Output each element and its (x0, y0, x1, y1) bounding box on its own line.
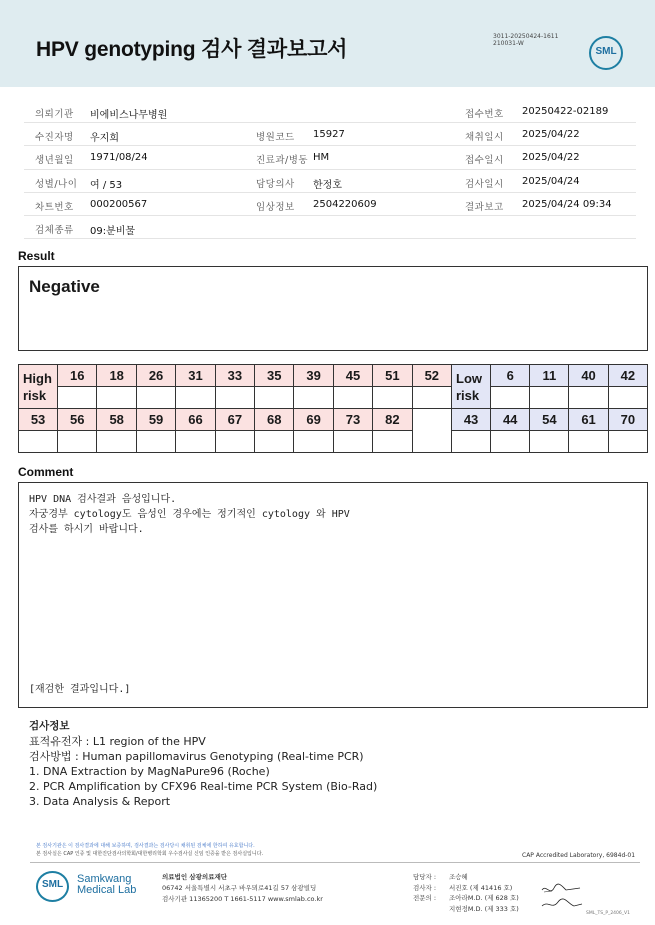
footer-divider (30, 862, 640, 863)
comment-box (18, 482, 648, 708)
footer-staff (413, 872, 519, 914)
genotype-result-cell (294, 387, 333, 409)
org-label: 의뢰기관 (35, 109, 74, 120)
genotype-header-cell: 58 (97, 409, 136, 431)
genotype-header-cell: 82 (373, 409, 412, 431)
footer-address (162, 872, 323, 905)
info-row (24, 216, 636, 239)
genotype-header-cell: 11 (530, 365, 569, 387)
genotype-result-cell (530, 387, 569, 409)
genotype-header-cell: 33 (215, 365, 254, 387)
doctor-value: 한정호 (313, 179, 342, 191)
genotype-header-cell: 31 (176, 365, 215, 387)
dept-value: HM (313, 152, 330, 164)
document-number (493, 33, 558, 47)
genotype-result-cell (58, 431, 97, 453)
company-name-line-2: Medical Lab (77, 884, 137, 896)
genotype-table (18, 364, 648, 453)
test-info-line: 1. DNA Extraction by MagNaPure96 (Roche) (29, 765, 270, 778)
test-info-line: 검사방법 : Human papillomavirus Genotyping (Real-time PCR) (29, 750, 364, 763)
test-info-line: 표적유전자 : L1 region of the HPV (29, 735, 206, 748)
hospital-code-label: 병원코드 (256, 132, 295, 144)
info-row (24, 123, 636, 146)
genotype-header-cell: 35 (255, 365, 294, 387)
genotype-spacer-cell (412, 409, 451, 453)
genotype-header-cell: 16 (58, 365, 97, 387)
genotype-result-cell (136, 431, 175, 453)
genotype-result-cell (294, 431, 333, 453)
genotype-result-cell (97, 387, 136, 409)
result-box (18, 266, 648, 351)
signature-icon (540, 882, 584, 912)
genotype-row (19, 409, 648, 431)
genotype-header-cell: 39 (294, 365, 333, 387)
genotype-result-cell (373, 387, 412, 409)
report-title: HPV genotyping 검사 결과보고서 (36, 38, 348, 61)
test-info-heading: 검사정보 (29, 720, 70, 732)
genotype-result-cell (58, 387, 97, 409)
genotype-header-cell: 68 (255, 409, 294, 431)
test-info (29, 719, 377, 809)
sex-age-label: 성별/나이 (35, 178, 78, 190)
genotype-header-cell: 6 (491, 365, 530, 387)
genotype-result-cell (136, 387, 175, 409)
genotype-header-cell: 54 (530, 409, 569, 431)
foundation-name: 의료법인 삼광의료재단 (162, 873, 228, 881)
genotype-result-cell (176, 387, 215, 409)
form-code: SML_TS_P_2406_V1 (586, 911, 630, 916)
comment-heading: Comment (18, 465, 74, 479)
report-header (0, 0, 655, 87)
patient-info (24, 100, 636, 239)
genotype-result-row (19, 387, 648, 409)
document-number-line-1: 3011-20250424-1611 (493, 33, 559, 40)
staff-row: 전문의 : 조아라M.D. (제 628 호) (413, 894, 519, 902)
genotype-result-cell (215, 387, 254, 409)
info-row (24, 193, 636, 216)
genotype-result-cell (608, 387, 647, 409)
genotype-result-cell (569, 387, 608, 409)
genotype-result-cell (491, 387, 530, 409)
genotype-header-cell: 66 (176, 409, 215, 431)
genotype-result-cell (255, 431, 294, 453)
genotype-result-cell (569, 431, 608, 453)
footer-logo-text: SML (41, 879, 64, 890)
name-value: 우지희 (90, 133, 119, 145)
genotype-header-cell: 73 (333, 409, 372, 431)
specimen-value: 09:분비물 (90, 225, 136, 237)
org-value: 비에비스나무병원 (90, 110, 168, 121)
footer-disclaimer: 본 검사기관은 이 검사결과에 대해 보증하며, 검사결과는 검사당시 채취된 검체에 한하여 유효합니다. (36, 843, 255, 849)
genotype-result-cell (412, 387, 451, 409)
genotype-result-cell (215, 431, 254, 453)
sml-logo-text: SML (595, 46, 617, 57)
test-date-label: 검사일시 (465, 178, 504, 190)
result-heading: Result (18, 249, 55, 263)
genotype-result-cell (333, 431, 372, 453)
dept-label: 진료과/병동 (256, 155, 309, 167)
dob-label: 생년월일 (35, 155, 74, 167)
genotype-result-cell (333, 387, 372, 409)
test-date-value: 2025/04/24 (522, 175, 580, 187)
genotype-header-cell: 51 (373, 365, 412, 387)
test-info-line: 3. Data Analysis & Report (29, 795, 171, 808)
sex-age-value: 여 / 53 (90, 179, 123, 191)
staff-row: 지현정M.D. (제 333 호) (449, 904, 519, 913)
genotype-result-cell (452, 431, 491, 453)
company-name (77, 874, 136, 896)
footer-sml-logo (36, 871, 69, 902)
footer-accreditation-note: 본 검사실은 CAP 인증 및 대한진단검사의학회/대한병리학회 우수검사실 신임 인증을 받은 검사실입니다. (36, 851, 264, 857)
genotype-result-cell (255, 387, 294, 409)
receipt-label: 접수번호 (465, 109, 504, 120)
genotype-header-cell: 42 (608, 365, 647, 387)
genotype-header-cell: 40 (569, 365, 608, 387)
genotype-result-cell (530, 431, 569, 453)
genotype-result-row (19, 431, 648, 453)
result-value: Negative (29, 277, 100, 296)
specimen-label: 검체종류 (35, 224, 74, 236)
company-name-line-1: Samkwang (77, 873, 132, 885)
genotype-result-cell (97, 431, 136, 453)
genotype-header-cell: 44 (491, 409, 530, 431)
info-row (24, 146, 636, 169)
genotype-header-cell: 43 (452, 409, 491, 431)
sml-logo (589, 36, 623, 70)
comment-line: 자궁경부 cytology도 음성인 경우에는 정기적인 cytology 와 HPV (29, 509, 350, 520)
genotype-header-cell: 61 (569, 409, 608, 431)
staff-row: 검사자 : 서진호 (제 41416 호) (413, 883, 513, 892)
genotype-header-cell: 45 (333, 365, 372, 387)
receipt-value: 20250422-02189 (522, 106, 609, 117)
dob-value: 1971/08/24 (90, 152, 148, 164)
received-label: 접수일시 (465, 155, 504, 167)
genotype-header-cell: 18 (97, 365, 136, 387)
genotype-header-cell: 69 (294, 409, 333, 431)
genotype-header-cell: 53 (19, 409, 58, 431)
genotype-result-cell (19, 431, 58, 453)
cap-accreditation: CAP Accredited Laboratory, 6984d-01 (522, 852, 636, 859)
info-row (24, 170, 636, 193)
doctor-label: 담당의사 (256, 178, 295, 190)
report-time-value: 2025/04/24 09:34 (522, 198, 612, 210)
document-number-line-2: 210031-W (493, 40, 524, 47)
genotype-result-cell (373, 431, 412, 453)
report-time-label: 결과보고 (465, 201, 504, 213)
staff-row: 담당자 : 조승혜 (413, 873, 468, 881)
hospital-code-value: 15927 (313, 129, 345, 141)
address-line: 06742 서울특별시 서초구 바우뫼로41길 57 삼광빌딩 (162, 884, 317, 892)
genotype-result-cell (491, 431, 530, 453)
genotype-header-cell: 56 (58, 409, 97, 431)
collect-label: 채취일시 (465, 132, 504, 144)
clinical-value: 2504220609 (313, 198, 377, 210)
comment-line: HPV DNA 검사결과 음성입니다. (29, 494, 177, 505)
collect-value: 2025/04/22 (522, 129, 580, 141)
genotype-row (19, 365, 648, 387)
genotype-header-cell: 67 (215, 409, 254, 431)
chart-label: 차트번호 (35, 201, 74, 213)
contact-line: 검사기관 11365200 T 1661-5117 www.smlab.co.kr (162, 895, 323, 903)
genotype-result-cell (608, 431, 647, 453)
clinical-label: 임상정보 (256, 201, 295, 213)
high-risk-label: High risk (19, 365, 58, 409)
genotype-header-cell: 59 (136, 409, 175, 431)
genotype-header-cell: 70 (608, 409, 647, 431)
test-info-line: 2. PCR Amplification by CFX96 Real-time PCR System (Bio-Rad) (29, 780, 378, 793)
genotype-header-cell: 52 (412, 365, 451, 387)
comment-line: [재검한 결과입니다.] (29, 684, 131, 695)
comment-line: 검사를 하시기 바랍니다. (29, 524, 144, 535)
info-row (24, 100, 636, 123)
received-value: 2025/04/22 (522, 152, 580, 164)
chart-value: 000200567 (90, 198, 148, 210)
low-risk-label: Low risk (452, 365, 491, 409)
genotype-result-cell (176, 431, 215, 453)
name-label: 수진자명 (35, 132, 74, 144)
genotype-header-cell: 26 (136, 365, 175, 387)
